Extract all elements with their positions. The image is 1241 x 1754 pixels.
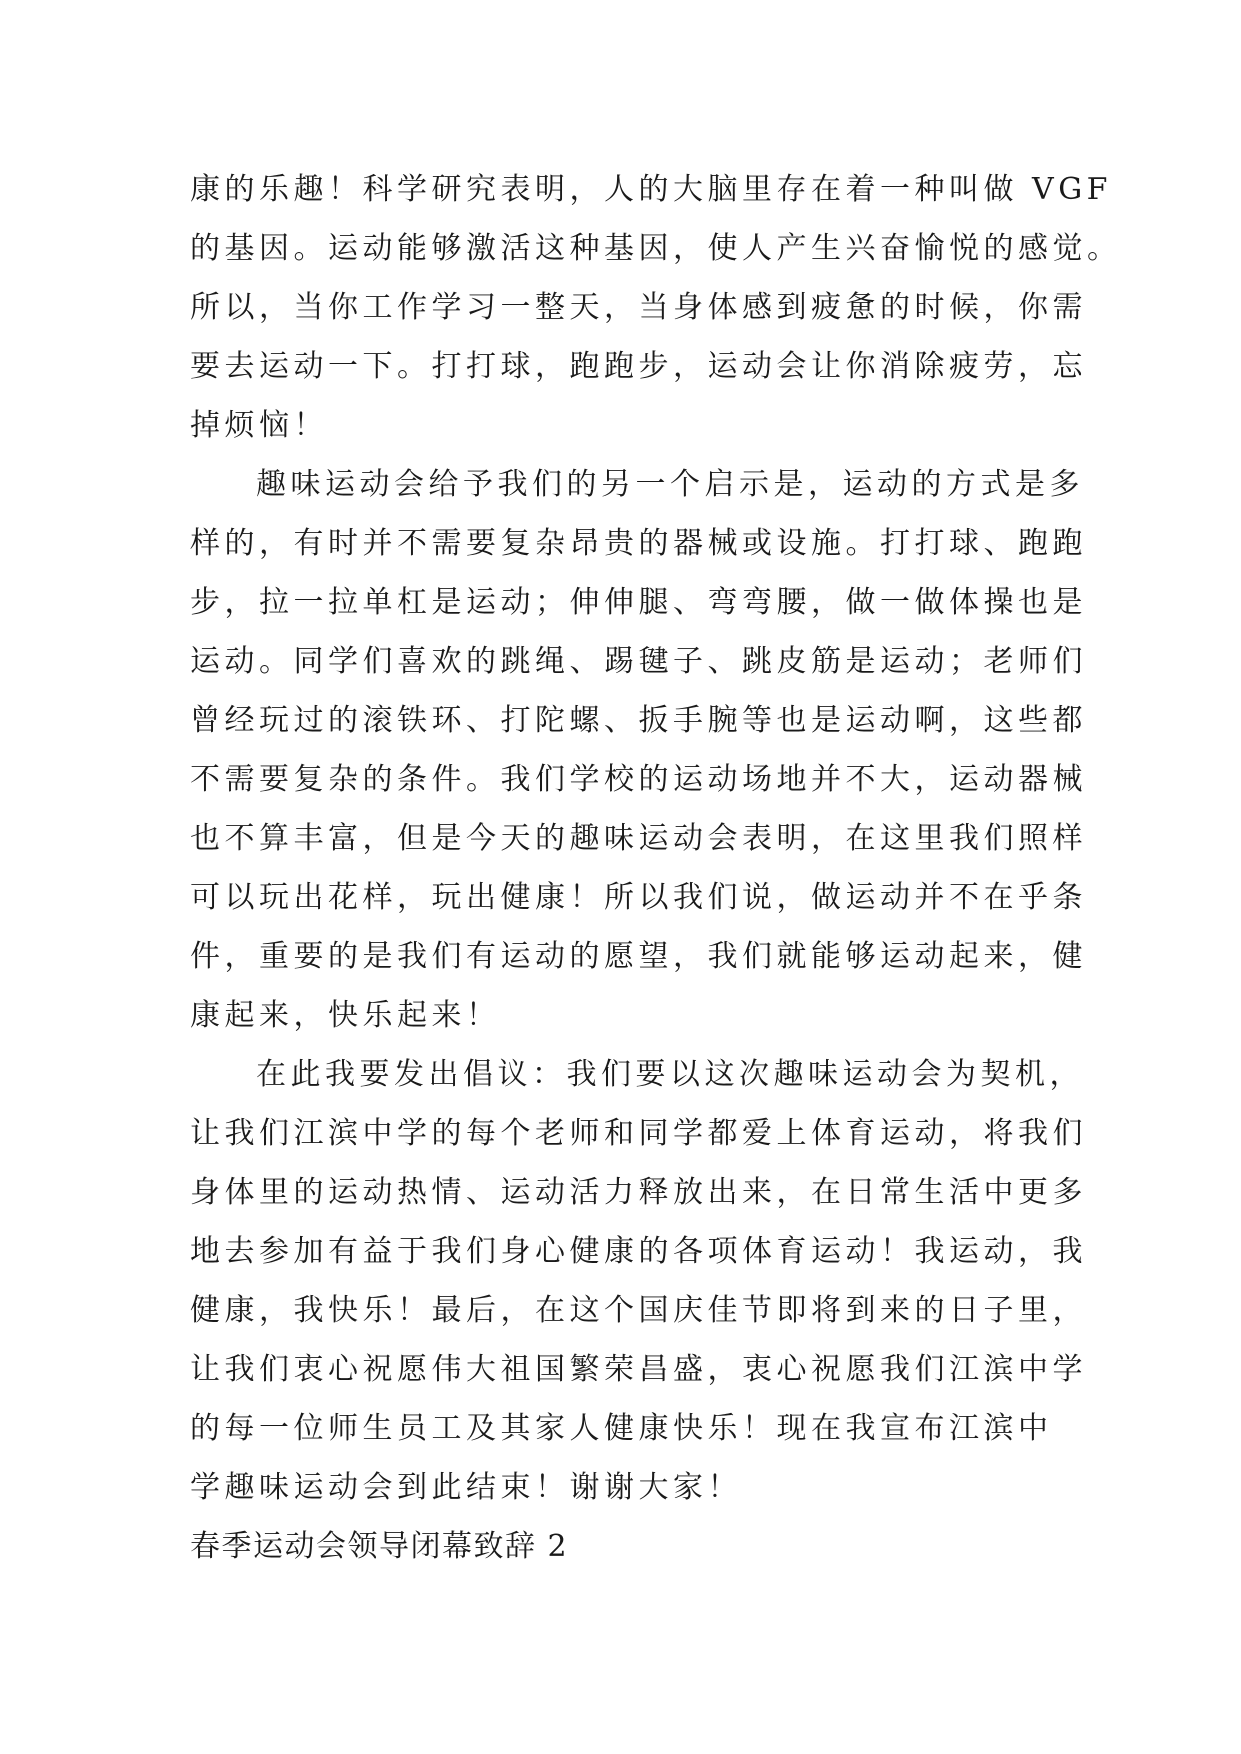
text-line: 也不算丰富，但是今天的趣味运动会表明，在这里我们照样 [190, 821, 1087, 856]
section-heading: 春季运动会领导闭幕致辞 2 [190, 1529, 569, 1564]
text-line: 要去运动一下。打打球，跑跑步，运动会让你消除疲劳，忘 [190, 349, 1087, 384]
text-line: 运动。同学们喜欢的跳绳、踢毽子、跳皮筋是运动；老师们 [190, 644, 1087, 679]
text-line: 让我们江滨中学的每个老师和同学都爱上体育运动，将我们 [190, 1116, 1087, 1151]
text-line: 件，重要的是我们有运动的愿望，我们就能够运动起来，健 [190, 939, 1087, 974]
text-line: 样的，有时并不需要复杂昂贵的器械或设施。打打球、跑跑 [190, 526, 1087, 561]
text-line: 健康，我快乐！最后，在这个国庆佳节即将到来的日子里， [190, 1293, 1087, 1328]
text-line: 可以玩出花样，玩出健康！所以我们说，做运动并不在乎条 [190, 880, 1087, 915]
text-line: 康的乐趣！科学研究表明，人的大脑里存在着一种叫做 VGF [190, 172, 1112, 207]
paragraph-start-line: 趣味运动会给予我们的另一个启示是，运动的方式是多 [256, 467, 1084, 502]
text-line: 曾经玩过的滚铁环、打陀螺、扳手腕等也是运动啊，这些都 [190, 703, 1087, 738]
text-line: 康起来，快乐起来！ [190, 998, 501, 1033]
text-line: 让我们衷心祝愿伟大祖国繁荣昌盛，衷心祝愿我们江滨中学 [190, 1352, 1087, 1387]
text-line: 身体里的运动热情、运动活力释放出来，在日常生活中更多 [190, 1175, 1087, 1210]
text-line: 地去参加有益于我们身心健康的各项体育运动！我运动，我 [190, 1234, 1087, 1269]
text-line: 掉烦恼！ [190, 408, 328, 443]
text-line: 的每一位师生员工及其家人健康快乐！现在我宣布江滨中 [190, 1411, 1053, 1446]
body-text [190, 160, 1122, 1576]
text-line: 所以，当你工作学习一整天，当身体感到疲惫的时候，你需 [190, 290, 1087, 325]
paragraph-start-line: 在此我要发出倡议：我们要以这次趣味运动会为契机， [256, 1057, 1084, 1092]
text-line: 的基因。运动能够激活这种基因，使人产生兴奋愉悦的感觉。 [190, 231, 1122, 266]
text-line: 步，拉一拉单杠是运动；伸伸腿、弯弯腰，做一做体操也是 [190, 585, 1087, 620]
text-line: 不需要复杂的条件。我们学校的运动场地并不大，运动器械 [190, 762, 1087, 797]
text-line: 学趣味运动会到此结束！谢谢大家！ [190, 1470, 742, 1505]
